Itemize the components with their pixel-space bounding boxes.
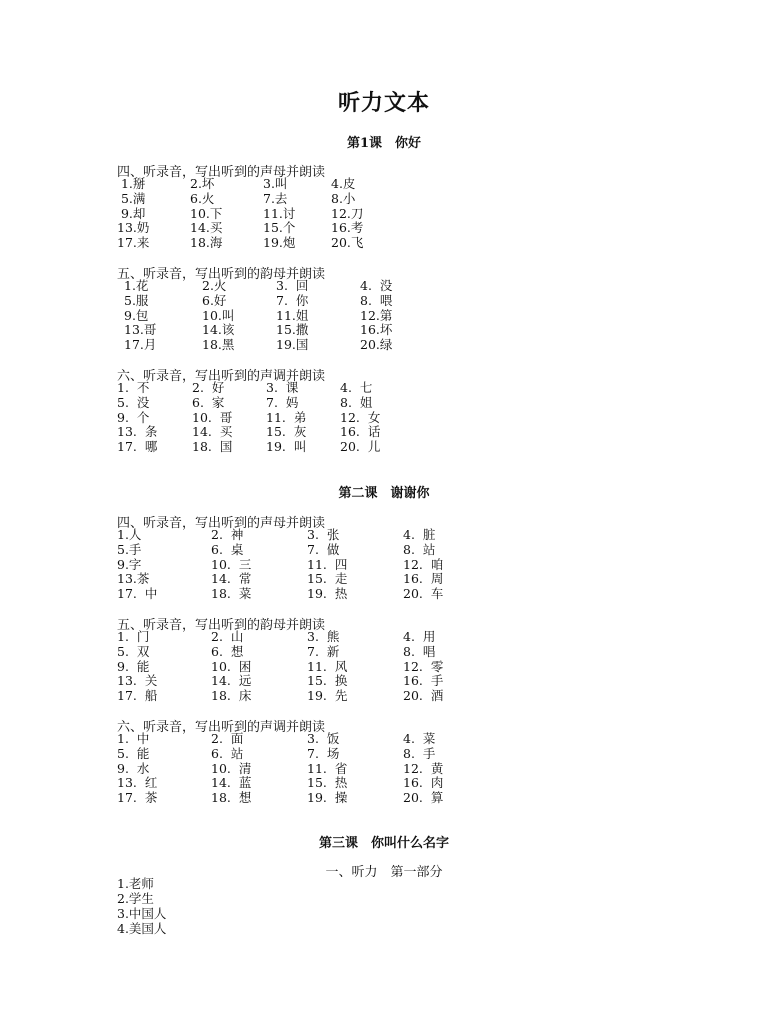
exercise-row: [117, 762, 463, 777]
exercise-item: 1.人: [117, 527, 142, 542]
list-item: 4.美国人: [117, 921, 167, 936]
exercise-item: 9. 水: [117, 760, 150, 776]
exercise-item: 19. 叫: [266, 439, 307, 455]
exercise-item: 9.却: [117, 205, 146, 221]
exercise-item: 16. 肉: [403, 775, 444, 791]
exercise-item: 18. 国: [192, 439, 233, 455]
exercise-row: [117, 543, 463, 558]
exercise-item: 14. 远: [211, 673, 252, 689]
exercise-item: 12.第: [360, 307, 393, 323]
exercise-item: 5. 能: [117, 745, 150, 761]
exercise-item: 17.来: [117, 235, 150, 251]
exercise-row: [117, 747, 463, 762]
lesson-2-section-finals-heading: 五、听录音，写出听到的韵母并朗读: [117, 618, 326, 633]
exercise-item: 9.包: [124, 307, 149, 323]
exercise-item: 20. 算: [403, 790, 444, 806]
list-item: 1.老师: [117, 876, 154, 891]
exercise-item: 16. 周: [403, 571, 444, 587]
exercise-row: [124, 323, 420, 338]
exercise-item: 3.叫: [263, 176, 288, 191]
exercise-item: 6. 站: [211, 745, 244, 761]
exercise-item: 3. 回: [276, 278, 309, 293]
exercise-item: 4. 没: [360, 278, 393, 293]
exercise-item: 2. 好: [192, 380, 225, 395]
exercise-item: 10. 困: [211, 658, 252, 674]
exercise-row: [117, 236, 391, 251]
exercise-row: [117, 776, 463, 791]
exercise-item: 9. 个: [117, 409, 150, 425]
exercise-item: 12. 零: [403, 658, 444, 674]
exercise-item: 15. 灰: [266, 424, 307, 440]
exercise-item: 4. 菜: [403, 731, 436, 746]
exercise-row: [124, 309, 420, 324]
exercise-item: 5.服: [124, 292, 149, 308]
exercise-item: 6.火: [190, 190, 215, 206]
exercise-item: 18.黑: [202, 337, 235, 353]
exercise-item: 10. 清: [211, 760, 252, 776]
exercise-item: 16. 话: [340, 424, 381, 440]
exercise-row: [117, 645, 463, 660]
exercise-item: 11. 四: [307, 556, 348, 572]
exercise-item: 3. 张: [307, 527, 340, 542]
exercise-item: 15. 换: [307, 673, 348, 689]
exercise-item: 17. 茶: [117, 790, 158, 806]
exercise-item: 6. 家: [192, 394, 225, 410]
exercise-item: 15. 走: [307, 571, 348, 587]
lesson-2-tones-grid: [117, 732, 463, 806]
exercise-row: [117, 440, 400, 455]
exercise-item: 16. 手: [403, 673, 444, 689]
exercise-item: 20. 儿: [340, 439, 381, 455]
exercise-row: [117, 381, 400, 396]
exercise-item: 4.皮: [331, 176, 356, 191]
exercise-item: 17. 哪: [117, 439, 158, 455]
exercise-item: 1.花: [124, 278, 149, 293]
exercise-item: 17. 中: [117, 586, 158, 602]
exercise-item: 15.撒: [276, 322, 309, 338]
exercise-row: [117, 587, 463, 602]
exercise-item: 1.掰: [117, 176, 146, 191]
exercise-item: 8. 站: [403, 541, 436, 557]
lesson-1-initials-grid: [117, 177, 391, 251]
exercise-item: 10.叫: [202, 307, 235, 323]
exercise-item: 2. 神: [211, 527, 244, 542]
exercise-row: [124, 279, 420, 294]
exercise-item: 14. 蓝: [211, 775, 252, 791]
exercise-item: 12. 黄: [403, 760, 444, 776]
exercise-item: 14. 常: [211, 571, 252, 587]
exercise-row: [124, 338, 420, 353]
exercise-item: 8. 喂: [360, 292, 393, 308]
exercise-item: 19. 先: [307, 688, 348, 704]
exercise-item: 13.哥: [124, 322, 157, 338]
exercise-item: 19. 热: [307, 586, 348, 602]
exercise-item: 9.字: [117, 556, 142, 572]
exercise-item: 11. 风: [307, 658, 348, 674]
exercise-item: 18. 床: [211, 688, 252, 704]
exercise-row: [117, 674, 463, 689]
lesson-2-title: 第二课 谢谢你: [338, 486, 430, 501]
exercise-item: 2. 山: [211, 629, 244, 644]
exercise-item: 8. 唱: [403, 643, 436, 659]
exercise-item: 3. 熊: [307, 629, 340, 644]
lesson-2-initials-grid: [117, 528, 463, 602]
exercise-item: 12. 女: [340, 409, 381, 425]
exercise-item: 7. 场: [307, 745, 340, 761]
exercise-item: 20.飞: [331, 235, 364, 251]
exercise-item: 13.奶: [117, 220, 150, 236]
exercise-item: 15. 热: [307, 775, 348, 791]
exercise-item: 18. 想: [211, 790, 252, 806]
exercise-row: [117, 660, 463, 675]
exercise-item: 18. 菜: [211, 586, 252, 602]
exercise-row: [117, 572, 463, 587]
exercise-item: 2.坏: [190, 176, 215, 191]
exercise-item: 13. 条: [117, 424, 158, 440]
exercise-item: 11.姐: [276, 307, 309, 323]
exercise-item: 2.火: [202, 278, 227, 293]
exercise-row: [117, 192, 391, 207]
exercise-item: 8. 姐: [340, 394, 373, 410]
exercise-item: 6. 想: [211, 643, 244, 659]
exercise-row: [124, 294, 420, 309]
lesson-3-title: 第三课 你叫什么名字: [318, 836, 449, 851]
exercise-item: 1. 不: [117, 380, 150, 395]
exercise-item: 6. 桌: [211, 541, 244, 557]
exercise-item: 19.炮: [263, 235, 296, 251]
exercise-item: 5.满: [117, 190, 146, 206]
lesson-3-listening-part-1-heading: 一、听力 第一部分: [325, 865, 443, 880]
lesson-1-title: 第1课 你好: [346, 136, 422, 151]
exercise-item: 20. 车: [403, 586, 444, 602]
exercise-item: 7.去: [263, 190, 288, 206]
exercise-item: 1. 门: [117, 629, 150, 644]
document-title: 听力文本: [337, 90, 430, 116]
exercise-item: 12.刀: [331, 205, 364, 221]
exercise-item: 19.国: [276, 337, 309, 353]
exercise-row: [117, 425, 400, 440]
exercise-row: [117, 689, 463, 704]
lesson-2-section-tones-heading: 六、听录音，写出听到的声调并朗读: [117, 720, 326, 735]
exercise-item: 10. 三: [211, 556, 252, 572]
lesson-1-finals-grid: [124, 279, 420, 353]
list-item: 3.中国人: [117, 906, 167, 921]
exercise-item: 13. 红: [117, 775, 158, 791]
exercise-item: 14.买: [190, 220, 223, 236]
exercise-item: 7. 妈: [266, 394, 299, 410]
exercise-item: 5. 没: [117, 394, 150, 410]
exercise-item: 16.考: [331, 220, 364, 236]
exercise-item: 5.手: [117, 541, 142, 557]
exercise-item: 7. 你: [276, 292, 309, 308]
lesson-1-section-finals-heading: 五、听录音，写出听到的韵母并朗读: [117, 267, 326, 282]
exercise-item: 19. 操: [307, 790, 348, 806]
exercise-row: [117, 558, 463, 573]
exercise-item: 5. 双: [117, 643, 150, 659]
exercise-item: 20.绿: [360, 337, 393, 353]
exercise-row: [117, 177, 391, 192]
exercise-row: [117, 221, 391, 236]
exercise-item: 11. 省: [307, 760, 348, 776]
exercise-item: 10. 哥: [192, 409, 233, 425]
exercise-item: 4. 七: [340, 380, 373, 395]
list-item: 2.学生: [117, 891, 154, 906]
lesson-3-vocab-list: [117, 876, 166, 936]
exercise-item: 13. 关: [117, 673, 158, 689]
exercise-item: 7. 新: [307, 643, 340, 659]
exercise-item: 18.海: [190, 235, 223, 251]
lesson-1-section-initials-heading: 四、听录音，写出听到的声母并朗读: [117, 165, 326, 180]
exercise-item: 8. 手: [403, 745, 436, 761]
exercise-item: 14.该: [202, 322, 235, 338]
exercise-item: 11. 弟: [266, 409, 307, 425]
exercise-item: 1. 中: [117, 731, 150, 746]
exercise-item: 17.月: [124, 337, 157, 353]
exercise-item: 15.个: [263, 220, 296, 236]
lesson-2-section-initials-heading: 四、听录音，写出听到的声母并朗读: [117, 516, 326, 531]
exercise-row: [117, 528, 463, 543]
exercise-item: 11.讨: [263, 205, 296, 221]
lesson-1-tones-grid: [117, 381, 400, 455]
exercise-item: 9. 能: [117, 658, 150, 674]
exercise-row: [117, 630, 463, 645]
exercise-item: 12. 咱: [403, 556, 444, 572]
exercise-item: 4. 脏: [403, 527, 436, 542]
exercise-item: 3. 课: [266, 380, 299, 395]
exercise-row: [117, 396, 400, 411]
exercise-item: 4. 用: [403, 629, 436, 644]
exercise-row: [117, 791, 463, 806]
exercise-item: 3. 饭: [307, 731, 340, 746]
exercise-row: [117, 207, 391, 222]
lesson-2-finals-grid: [117, 630, 463, 704]
exercise-item: 10.下: [190, 205, 223, 221]
exercise-row: [117, 732, 463, 747]
exercise-row: [117, 411, 400, 426]
exercise-item: 16.坏: [360, 322, 393, 338]
exercise-item: 2. 面: [211, 731, 244, 746]
exercise-item: 20. 酒: [403, 688, 444, 704]
exercise-item: 6.好: [202, 292, 227, 308]
exercise-item: 13.茶: [117, 571, 150, 587]
exercise-item: 8.小: [331, 190, 356, 206]
exercise-item: 17. 船: [117, 688, 158, 704]
exercise-item: 7. 做: [307, 541, 340, 557]
lesson-1-section-tones-heading: 六、听录音，写出听到的声调并朗读: [117, 369, 326, 384]
exercise-item: 14. 买: [192, 424, 233, 440]
